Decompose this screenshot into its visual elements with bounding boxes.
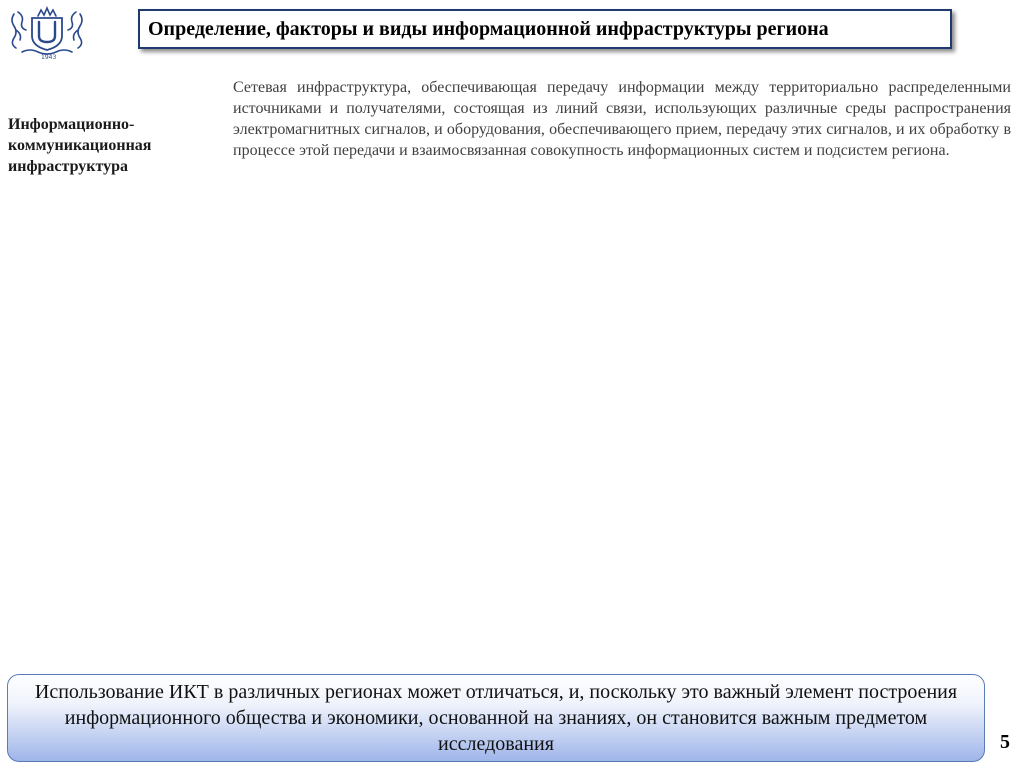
logo-year: 1943 <box>41 54 57 61</box>
term-heading: Информационно-коммуникационная инфраструктура <box>8 116 152 175</box>
slide-title: Определение, факторы и виды информационной инфраструктуры региона <box>148 17 829 40</box>
page-number: 5 <box>1000 731 1010 753</box>
summary-callout <box>7 674 985 762</box>
definition-text: Сетевая инфраструктура, обеспечивающая передачу информации между территориально распределенными источниками и получателями, состоящая из линий связи, использующих различные среды распространения электромагнитных сигналов, и оборудования, обеспечивающего прием, передачу этих сигналов, и их обработку в процессе этой передачи и взаимосвязанная совокупность информационных систем и подсистем региона. <box>233 79 1011 159</box>
university-logo <box>8 4 86 64</box>
summary-text: Использование ИКТ в различных регионах может отличаться, и, поскольку это важный элемент построения информационного общества и экономики, основанной на знаниях, он становится важным предметом исследования <box>34 681 958 755</box>
title-box <box>138 9 952 49</box>
